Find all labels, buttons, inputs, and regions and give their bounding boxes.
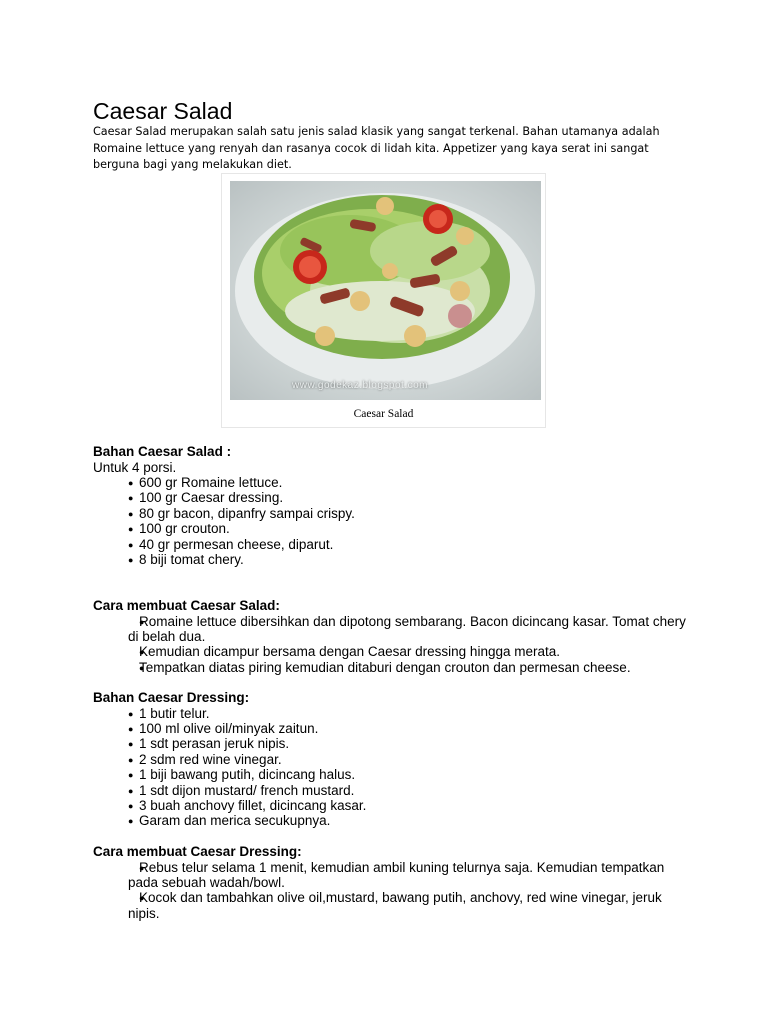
dressing-ingredients-list [93, 706, 693, 829]
salad-steps-list [93, 614, 693, 676]
salad-steps-section [93, 598, 693, 675]
dressing-steps-section [93, 844, 693, 921]
salad-illustration [230, 181, 541, 400]
list-item: ● 2 sdm red wine vinegar. [93, 752, 693, 767]
list-item: ● 1 biji bawang putih, dicincang halus. [93, 767, 693, 782]
list-item: ● Kemudian dicampur bersama dengan Caesar dressing hingga merata. [93, 644, 693, 659]
list-item: ● 3 buah anchovy fillet, dicincang kasar. [93, 798, 693, 813]
list-item: ● 8 biji tomat chery. [93, 552, 693, 567]
list-item: ● Rebus telur selama 1 menit, kemudian ambil kuning telurnya saja. Kemudian tempatkan pada sebuah wadah/bowl. [93, 860, 693, 891]
salad-ingredients-heading: Bahan Caesar Salad : [93, 444, 232, 459]
salad-ingredients-section [93, 444, 693, 567]
portion-note: Untuk 4 porsi. [93, 459, 177, 475]
list-item: ● 1 sdt dijon mustard/ french mustard. [93, 783, 693, 798]
salad-photo [230, 181, 541, 400]
list-item: ● 40 gr permesan cheese, diparut. [93, 537, 693, 552]
list-item: ● Kocok dan tambahkan olive oil,mustard, bawang putih, anchovy, red wine vinegar, jeruk nipis. [93, 890, 693, 921]
photo-watermark: www.godekaz.blogspot.com [292, 380, 428, 391]
list-item: ● 100 gr Caesar dressing. [93, 490, 693, 505]
list-item: ● 100 gr crouton. [93, 521, 693, 536]
page-title: Caesar Salad [93, 98, 233, 124]
list-item: ● Tempatkan diatas piring kemudian ditaburi dengan crouton dan permesan cheese. [93, 660, 693, 675]
figure-caption: Caesar Salad [353, 408, 414, 420]
salad-ingredients-list [93, 475, 693, 567]
list-item: ● Romaine lettuce dibersihkan dan dipotong sembarang. Bacon dicincang kasar. Tomat chery di belah dua. [93, 614, 693, 645]
list-item: ● 600 gr Romaine lettuce. [93, 475, 693, 490]
list-item: ● 80 gr bacon, dipanfry sampai crispy. [93, 506, 693, 521]
list-item: ● 100 ml olive oil/minyak zaitun. [93, 721, 693, 736]
list-item: ● 1 butir telur. [93, 706, 693, 721]
list-item: ● 1 sdt perasan jeruk nipis. [93, 736, 693, 751]
salad-steps-heading: Cara membuat Caesar Salad: [93, 598, 280, 613]
list-item: ● Garam dan merica secukupnya. [93, 813, 693, 828]
salad-figure [221, 173, 546, 428]
intro-paragraph: Caesar Salad merupakan salah satu jenis salad klasik yang sangat terkenal. Bahan utamanya adalah Romaine lettuce yang renyah dan rasanya cocok di lidah kita. Appetizer yang kaya serat ini sangat berguna bagi yang melakukan diet. [93, 125, 660, 171]
dressing-ingredients-heading: Bahan Caesar Dressing: [93, 690, 250, 705]
dressing-steps-list [93, 860, 693, 922]
dressing-ingredients-section [93, 690, 693, 829]
dressing-steps-heading: Cara membuat Caesar Dressing: [93, 844, 302, 859]
